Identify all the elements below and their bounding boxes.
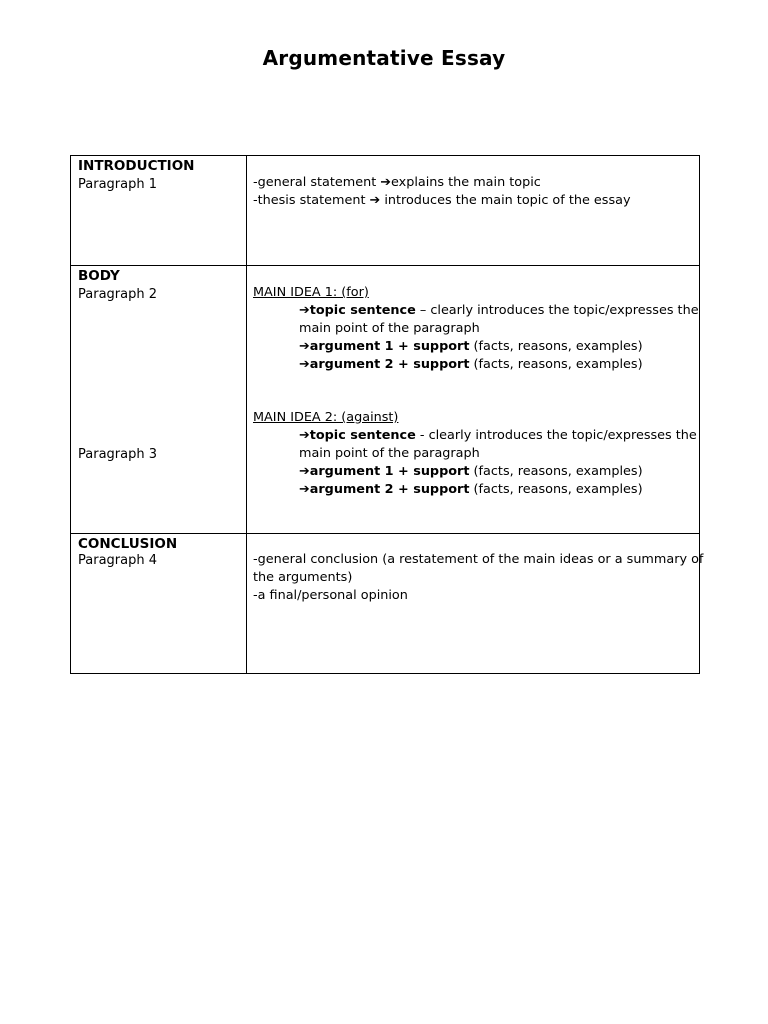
arrow-icon: ➔ — [299, 464, 310, 479]
arrow-icon: ➔ — [299, 303, 310, 318]
conclusion-label-cell — [71, 534, 247, 674]
main-idea-2-block — [253, 409, 697, 499]
general-statement-line: -general statement ➔explains the main topic — [253, 175, 541, 190]
arrow-icon: ➔ — [299, 357, 310, 372]
main-idea-2-argument-1: ➔argument 1 + support (facts, reasons, examples) — [299, 464, 643, 479]
main-idea-1-topic-sentence: ➔topic sentence – clearly introduces the topic/expresses the — [299, 303, 699, 318]
introduction-row — [71, 156, 700, 266]
main-idea-2-topic-sentence-cont: main point of the paragraph — [299, 446, 480, 461]
body-row — [71, 266, 700, 534]
arrow-icon: ➔ — [299, 428, 310, 443]
main-idea-1-argument-1: ➔argument 1 + support (facts, reasons, examples) — [299, 339, 643, 354]
thesis-statement-line: -thesis statement ➔ introduces the main topic of the essay — [253, 193, 631, 208]
conclusion-heading: CONCLUSION — [78, 536, 178, 552]
paragraph-1-label: Paragraph 1 — [78, 177, 157, 192]
conclusion-content-cell — [247, 534, 704, 674]
essay-outline-table — [70, 155, 704, 674]
main-idea-2-topic-sentence: ➔topic sentence - clearly introduces the topic/expresses the — [299, 428, 697, 443]
body-content-cell — [247, 266, 700, 534]
main-idea-1-topic-sentence-cont: main point of the paragraph — [299, 321, 480, 336]
conclusion-row — [71, 534, 700, 674]
introduction-heading: INTRODUCTION — [78, 158, 195, 174]
arrow-icon: ➔ — [299, 482, 310, 497]
paragraph-2-label: Paragraph 2 — [78, 287, 157, 302]
main-idea-1-block — [253, 284, 699, 374]
introduction-content-cell — [247, 156, 700, 266]
body-label-cell — [71, 266, 247, 534]
general-conclusion-line-cont: the arguments) — [253, 570, 353, 585]
page-title: Argumentative Essay — [262, 46, 506, 70]
general-conclusion-line: -general conclusion (a restatement of the main ideas or a summary of — [253, 552, 704, 567]
final-opinion-line: -a final/personal opinion — [253, 588, 408, 603]
main-idea-2-argument-2: ➔argument 2 + support (facts, reasons, examples) — [299, 482, 643, 497]
introduction-label-cell — [71, 156, 247, 266]
body-heading: BODY — [78, 268, 120, 284]
main-idea-1-title: MAIN IDEA 1: (for) — [253, 285, 369, 300]
paragraph-4-label: Paragraph 4 — [78, 553, 157, 568]
paragraph-3-label: Paragraph 3 — [78, 447, 157, 462]
main-idea-1-argument-2: ➔argument 2 + support (facts, reasons, examples) — [299, 357, 643, 372]
arrow-icon: ➔ — [299, 339, 310, 354]
main-idea-2-title: MAIN IDEA 2: (against) — [253, 410, 399, 425]
